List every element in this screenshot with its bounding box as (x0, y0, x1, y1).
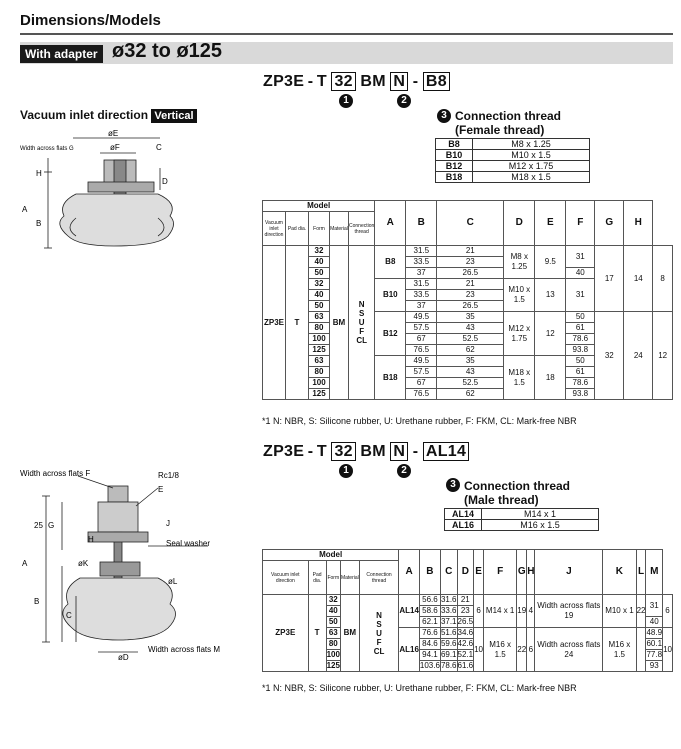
label-b: B (36, 219, 42, 228)
l-cell: 77.8 (646, 650, 663, 659)
conn-title-2: Connection thread (464, 479, 571, 493)
fgh-cell: 8 (653, 246, 673, 312)
column-header: F (566, 201, 595, 246)
model-code-2: ZP3E - T 32 BM N - AL14 (263, 443, 470, 461)
column-header: E (474, 550, 484, 595)
pad-dia-cell: 32 (309, 246, 330, 257)
a-cell: 49.5 (406, 312, 437, 323)
a-cell: 33.5 (406, 257, 437, 268)
pad-dia-cell: 63 (326, 628, 340, 639)
a-cell: 49.5 (406, 356, 437, 367)
marker-2-1: 1 (339, 464, 353, 478)
pad-dia-cell: 32 (326, 595, 340, 606)
b-cell: 52.5 (437, 334, 504, 345)
label2-g: G (48, 521, 55, 530)
form-cell: BM (330, 246, 349, 400)
label-f: øF (110, 143, 120, 152)
c-cell: 52.1 (457, 650, 474, 659)
e-cell: M16 x 1.5 (484, 628, 517, 672)
series-cell: ZP3E (263, 595, 309, 672)
sub-header: Vacuum inlet direction (263, 561, 309, 595)
table-row (263, 595, 673, 606)
marker-2-3: 3 (446, 478, 460, 492)
material-cell: N S U F CL (349, 246, 375, 400)
b-cell: 51.6 (440, 628, 457, 637)
adapter-label: With adapter (20, 45, 103, 63)
a-cell: 37 (406, 268, 437, 279)
pad-dia-cell: 80 (309, 367, 330, 378)
table-row (263, 246, 673, 257)
marker-1: 1 (339, 94, 353, 108)
d-cell: 12 (535, 312, 566, 356)
pad-dia-cell: 32 (309, 279, 330, 290)
b-cell: 33.6 (440, 606, 457, 615)
a-cell: 67 (406, 334, 437, 345)
e-cell: 40 (566, 268, 595, 279)
b-cell: 37.1 (440, 617, 457, 626)
e-cell: 31 (566, 279, 595, 312)
column-header: C (437, 201, 504, 246)
pad-dia-cell: 100 (309, 334, 330, 345)
e-cell: 61 (566, 367, 595, 378)
k-cell: 22 (636, 595, 646, 628)
l-cell: 60.1 (646, 639, 663, 648)
m-cell: 6 (663, 595, 673, 628)
pad-dia-cell: 125 (309, 345, 330, 356)
thread-cell: AL16 (399, 628, 420, 672)
b-cell: 59.6 (440, 639, 457, 648)
a-cell: 37 (406, 301, 437, 312)
header-model: Model (263, 550, 399, 561)
a-cell: 67 (406, 378, 437, 389)
a-cell: 94.1 (419, 650, 440, 661)
column-header: M (646, 550, 663, 595)
a-cell: 33.5 (406, 290, 437, 301)
a-cell: 62.1 (419, 617, 440, 628)
label-d: D (162, 177, 168, 186)
c-cell: M10 x 1.5 (504, 279, 535, 312)
pad-dia-cell: 50 (309, 301, 330, 312)
fgh-cell: 14 (624, 246, 653, 312)
fgh-cell: 17 (595, 246, 624, 312)
direction-cell: T (286, 246, 309, 400)
header-model: Model (263, 201, 375, 212)
sub-header: Vacuum inlet direction (263, 212, 286, 246)
c-cell: 26.5 (457, 617, 474, 626)
column-header: B (406, 201, 437, 246)
a-cell: 76.5 (406, 345, 437, 356)
series-cell: ZP3E (263, 246, 286, 400)
label-g: Width across flats G (20, 146, 74, 152)
e-cell: 78.6 (566, 378, 595, 389)
fgh-cell: 32 (595, 312, 624, 400)
b-cell: 43 (437, 323, 504, 334)
column-header: A (399, 550, 420, 595)
size-range: ø32 to ø125 (112, 40, 223, 62)
c-cell: 61.6 (457, 661, 474, 670)
label2-m: Width across flats M (148, 645, 221, 654)
pad-dia-cell: 80 (309, 323, 330, 334)
column-header: K (603, 550, 636, 595)
label2-e: E (158, 485, 164, 494)
c-cell: 21 (457, 595, 474, 606)
conn-sub-1: (Female thread) (455, 123, 545, 137)
e-cell: 50 (566, 312, 595, 323)
marker-3: 3 (437, 109, 451, 123)
pad-dia-cell: 100 (326, 650, 340, 659)
label-c: C (156, 143, 162, 152)
dimension-table-1-body (262, 200, 673, 400)
label2-rc: Rc1/8 (158, 471, 179, 480)
l-cell: 31 (646, 595, 663, 617)
label2-k: øK (78, 559, 89, 568)
k-cell (636, 628, 646, 672)
b-cell: 21 (437, 279, 504, 290)
pad-dia-cell: 50 (326, 617, 340, 628)
marker-2: 2 (397, 94, 411, 108)
b-cell: 23 (437, 257, 504, 268)
column-header: D (457, 550, 474, 595)
thread-cell: B8 (375, 246, 406, 279)
a-cell: 56.6 (419, 595, 440, 606)
sub-header: Connection thread (349, 212, 375, 246)
column-header: G (517, 550, 527, 595)
dimension-table-2 (262, 549, 673, 672)
a-cell: 76.5 (406, 389, 437, 400)
l-cell: 48.9 (646, 628, 663, 637)
footnote-2: *1 N: NBR, S: Silicone rubber, U: Urethane rubber, F: FKM, CL: Mark-free NBR (262, 683, 577, 693)
b-cell: 21 (437, 246, 504, 257)
marker-2-2: 2 (397, 464, 411, 478)
h-cell: Width across flats 19 (535, 595, 603, 628)
material-cell: N S U F CL (359, 595, 399, 672)
f-cell: 22 (517, 628, 527, 672)
sub-header: Pad dia. (308, 561, 326, 595)
l-cell: 40 (646, 617, 663, 628)
label2-d: øD (118, 653, 129, 661)
fgh-cell: 24 (624, 312, 653, 400)
table-row (263, 312, 673, 323)
sub-header: Form (326, 561, 340, 595)
pad-dia-cell: 125 (326, 661, 340, 670)
direction-cell: T (308, 595, 326, 672)
f-cell: 19 (517, 595, 527, 628)
column-header: L (636, 550, 646, 595)
b-cell: 78.6 (440, 661, 457, 670)
adapter-band (20, 42, 673, 64)
e-cell: 78.6 (566, 334, 595, 345)
pad-dia-cell: 63 (309, 312, 330, 323)
pad-dia-cell: 100 (309, 378, 330, 389)
pad-dia-cell: 50 (309, 268, 330, 279)
thread-cell: B10 (375, 279, 406, 312)
a-cell: 84.6 (419, 639, 440, 650)
j-cell: M10 x 1 (603, 595, 636, 628)
label2-l: øL (168, 577, 178, 586)
title-rule (20, 33, 673, 35)
b-cell: 62 (437, 345, 504, 356)
page-title: Dimensions/Models (20, 12, 161, 29)
j-cell: M16 x 1.5 (603, 628, 636, 672)
pad-dia-cell: 40 (309, 290, 330, 301)
c-cell: 34.6 (457, 628, 474, 637)
sub-header: Connection thread (359, 561, 399, 595)
sub-header: Material (330, 212, 349, 246)
e-cell: 61 (566, 323, 595, 334)
a-cell: 57.5 (406, 323, 437, 334)
thread-cell: B12 (375, 312, 406, 356)
d-cell: 10 (474, 628, 484, 672)
d-cell: 18 (535, 356, 566, 400)
c-cell: 42.6 (457, 639, 474, 648)
form-cell: BM (340, 595, 359, 672)
label2-c: C (66, 611, 72, 620)
e-cell: 31 (566, 246, 595, 268)
column-header: G (595, 201, 624, 246)
a-cell: 76.6 (419, 628, 440, 639)
label2-j: J (166, 519, 170, 528)
drawing-2 (18, 466, 228, 661)
pad-dia-cell: 80 (326, 639, 340, 650)
thread-cell: B18 (375, 356, 406, 400)
pad-dia-cell: 63 (309, 356, 330, 367)
d-cell: 9.5 (535, 246, 566, 279)
e-cell: 93.8 (566, 345, 595, 356)
drawing-1 (18, 128, 183, 258)
thread-cell: AL14 (399, 595, 420, 628)
label-a: A (22, 205, 28, 214)
conn-sub-2: (Male thread) (464, 493, 539, 507)
h-cell: Width across flats 24 (535, 628, 603, 672)
m-cell: 10 (663, 628, 673, 672)
d-cell: 13 (535, 279, 566, 312)
c-cell: M8 x 1.25 (504, 246, 535, 279)
column-header: D (504, 201, 535, 246)
model-code-1: ZP3E - T 32 BM N - B8 (263, 73, 451, 91)
a-cell: 58.6 (419, 606, 440, 617)
column-header: C (440, 550, 457, 595)
b-cell: 35 (437, 356, 504, 367)
column-header: F (484, 550, 517, 595)
footnote-1: *1 N: NBR, S: Silicone rubber, U: Urethane rubber, F: FKM, CL: Mark-free NBR (262, 416, 577, 426)
b-cell: 31.6 (440, 595, 457, 604)
b-cell: 52.5 (437, 378, 504, 389)
vacuum-direction-label: Vacuum inlet direction Vertical (20, 108, 197, 122)
e-cell: M14 x 1 (484, 595, 517, 628)
label2-seal: Seal washer (166, 539, 211, 548)
label-h: H (36, 169, 42, 178)
e-cell: 50 (566, 356, 595, 367)
g-cell: 6 (527, 628, 535, 672)
a-cell: 57.5 (406, 367, 437, 378)
sub-header: Form (309, 212, 330, 246)
label-e: øE (108, 129, 119, 138)
a-cell: 31.5 (406, 279, 437, 290)
a-cell: 31.5 (406, 246, 437, 257)
conn-table-2: AL14 M14 x 1 AL16 M16 x 1.5 (444, 508, 599, 531)
column-header: A (375, 201, 406, 246)
pad-dia-cell: 40 (309, 257, 330, 268)
b-cell: 23 (437, 290, 504, 301)
b-cell: 35 (437, 312, 504, 323)
a-cell: 103.6 (419, 661, 440, 670)
d-cell: 6 (474, 595, 484, 628)
b-cell: 26.5 (437, 268, 504, 279)
column-header: B (419, 550, 440, 595)
b-cell: 26.5 (437, 301, 504, 312)
label2-a: A (22, 559, 28, 568)
column-header: J (535, 550, 603, 595)
label2-b: B (34, 597, 40, 606)
sub-header: Material (340, 561, 359, 595)
c-cell: 23 (457, 606, 474, 617)
column-header: H (624, 201, 653, 246)
label2-h: H (88, 535, 94, 544)
b-cell: 69.1 (440, 650, 457, 659)
column-header: E (535, 201, 566, 246)
c-cell: M12 x 1.75 (504, 312, 535, 356)
pad-dia-cell: 125 (309, 389, 330, 400)
conn-table-1: B8 M8 x 1.25 B10 M10 x 1.5 B12 M12 x 1.75 B18 M18 x 1.5 (435, 138, 590, 183)
l-cell: 93 (646, 661, 663, 672)
column-header: H (527, 550, 535, 595)
b-cell: 62 (437, 389, 504, 400)
fgh-cell: 12 (653, 312, 673, 400)
label2-f: Width across flats F (20, 469, 91, 478)
e-cell: 93.8 (566, 389, 595, 400)
conn-title-1: Connection thread (455, 109, 562, 123)
c-cell: M18 x 1.5 (504, 356, 535, 400)
label2-25: 25 (34, 521, 43, 530)
b-cell: 43 (437, 367, 504, 378)
sub-header: Pad dia. (286, 212, 309, 246)
g-cell: 4 (527, 595, 535, 628)
pad-dia-cell: 40 (326, 606, 340, 617)
